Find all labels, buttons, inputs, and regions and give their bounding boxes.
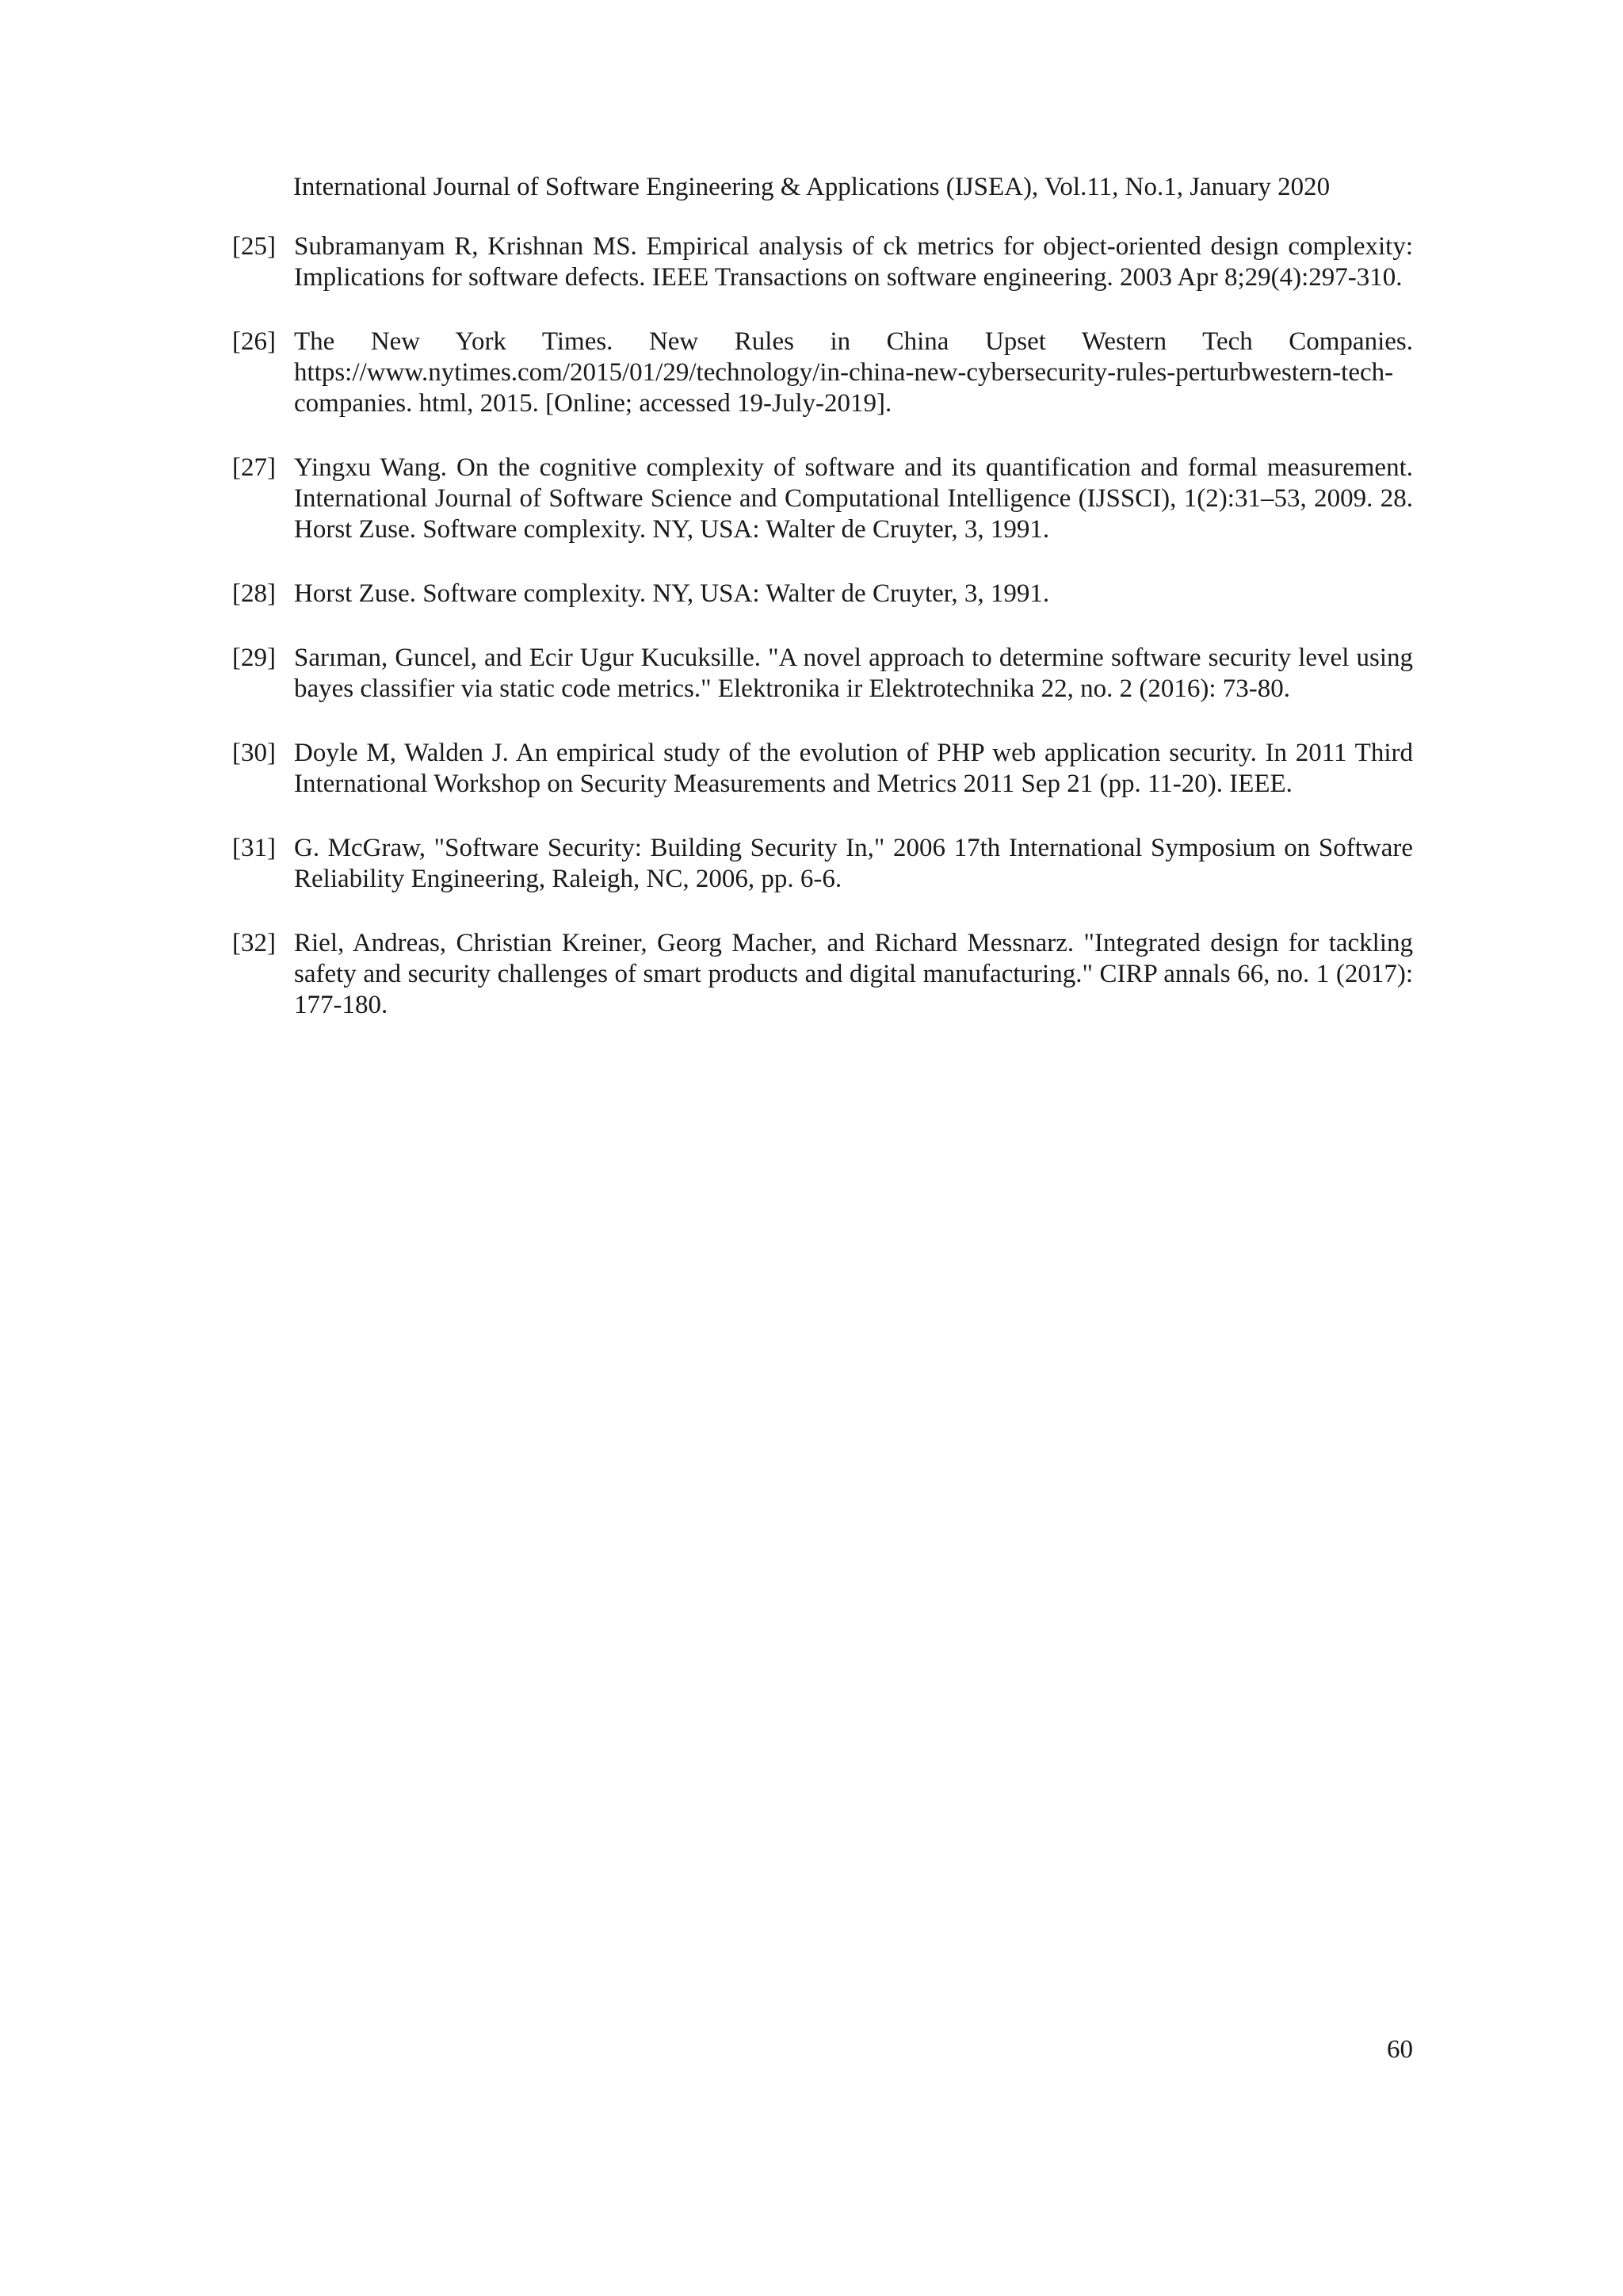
reference-number: [27]	[232, 453, 276, 482]
reference-text: Subramanyam R, Krishnan MS. Empirical analysis of ck metrics for object-oriented design complexity: Implications for software defects. IEEE Transactions on software engineering. 2003 Apr 8;29(4):297-310.	[294, 232, 1413, 292]
reference-number: [25]	[232, 232, 276, 261]
reference-number: [26]	[232, 327, 276, 356]
reference-text: G. McGraw, "Software Security: Building Security In," 2006 17th International Symposium on Software Reliability Engineering, Raleigh, NC, 2006, pp. 6-6.	[294, 834, 1413, 893]
reference-number: [29]	[232, 644, 276, 672]
reference-list	[232, 231, 1413, 1054]
reference-item-30	[232, 738, 1413, 800]
reference-number: [31]	[232, 834, 276, 862]
running-header: International Journal of Software Engineering & Applications (IJSEA), Vol.11, No.1, January 2020	[292, 173, 1331, 201]
reference-text: Horst Zuse. Software complexity. NY, USA: Walter de Cruyter, 3, 1991.	[294, 579, 1050, 608]
reference-number: [32]	[232, 929, 276, 957]
reference-number: [28]	[232, 579, 276, 608]
reference-item-27	[232, 453, 1413, 545]
reference-item-29	[232, 643, 1413, 705]
reference-text: The New York Times. New Rules in China Upset Western Tech Companies. https://www.nytimes.com/2015/01/29/technology/in-china-new-cybersecurity-rules-perturbwestern-tech-companies. html, 2015. [Online; accessed 19-July-2019].	[294, 327, 1413, 418]
reference-text: Riel, Andreas, Christian Kreiner, Georg Macher, and Richard Messnarz. "Integrated design for tackling safety and security challenges of smart products and digital manufacturing." CIRP annals 66, no. 1 (2017): 177-180.	[294, 929, 1413, 1019]
reference-text: Yingxu Wang. On the cognitive complexity of software and its quantification and formal measurement. International Journal of Software Science and Computational Intelligence (IJSSCI), 1(2):31–53, 2009. 28. Horst Zuse. Software complexity. NY, USA: Walter de Cruyter, 3, 1991.	[294, 453, 1413, 544]
reference-item-26	[232, 327, 1413, 419]
reference-text: Sarıman, Guncel, and Ecir Ugur Kucuksille. "A novel approach to determine software security level using bayes classifier via static code metrics." Elektronika ir Elektrotechnika 22, no. 2 (2016): 73-80.	[294, 644, 1413, 703]
reference-number: [30]	[232, 739, 276, 767]
reference-item-28	[232, 579, 1413, 609]
reference-text: Doyle M, Walden J. An empirical study of the evolution of PHP web application security. In 2011 Third International Workshop on Security Measurements and Metrics 2011 Sep 21 (pp. 11-20). IEEE.	[294, 739, 1413, 798]
reference-item-25	[232, 231, 1413, 293]
page-number: 60	[1387, 2035, 1413, 2064]
reference-item-32	[232, 928, 1413, 1021]
reference-item-31	[232, 833, 1413, 895]
